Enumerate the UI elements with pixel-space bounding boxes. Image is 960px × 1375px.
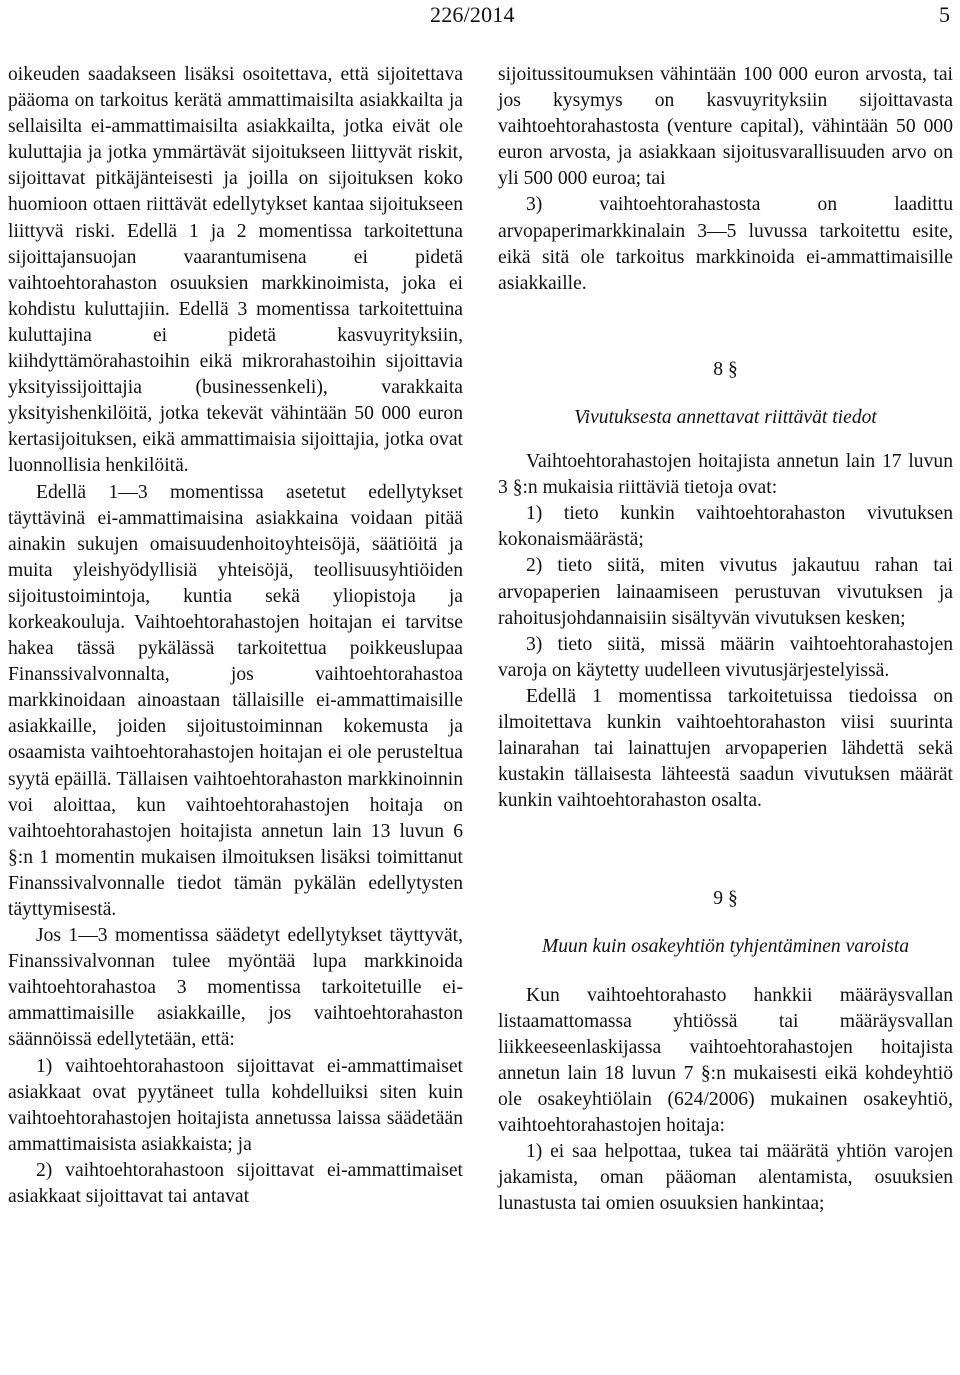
list-item: 2) vaihtoehtorahastoon sijoittavat ei-ammattimaiset asiakkaat sijoittavat tai antavat: [8, 1159, 463, 1208]
paragraph: oikeuden saadakseen lisäksi osoitettava, että sijoitettava pääoma on tarkoitus kerätä ammattimaisilta asiakkailta ja sellaisilta ei-ammattimaisilta asiakkailta, jotka eivät ole kuluttajia ja jotka ymmärtävät sijoitukseen liittyvät riskit, sijoittavat pitkäjänteisesti ja joilla on sijoituksen koko huomioon ottaen riittävät edellytykset kantaa sijoitukseen liittyvä riski. Edellä 1 ja 2 momentissa tarkoitettuna sijoittajansuojan vaarantumisena ei pidetä vaihtoehtorahaston osuuksien markkinoimista, joka ei kohdistu kuluttajiin. Edellä 3 momentissa tarkoitettuina kuluttajina ei pidetä kasvuyrityksiin, kiihdyttämörahastoihin eikä mikrorahastoihin sijoittavia yksityissijoittajia (businessenkeli), varakkaita yksityishenkilöitä, jotka tekevät vähintään 50 000 euron kertasijoituksen, eikä ammattimaisia sijoittajia, jotka ovat luonnollisia henkilöitä.: [8, 64, 463, 477]
paragraph: sijoitussitoumuksen vähintään 100 000 euron arvosta, tai jos kysymys on kasvuyrityksiin sijoittavasta vaihtoehtorahastosta (venture capital), vähintään 50 000 euron arvosta, ja asiakkaan sijoitusvarallisuuden arvo on yli 500 000 euroa; tai: [498, 64, 953, 190]
list-item: 3) vaihtoehtorahastosta on laadittu arvopaperimarkkinalain 3—5 luvussa tarkoitettu esite, eikä sitä ole tarkoitus markkinoida ei-ammattimaisille asiakkaille.: [498, 194, 953, 294]
paragraph: Edellä 1 momentissa tarkoitetuissa tiedoissa on ilmoitettava kunkin vaihtoehtorahaston viisi suurinta lainarahan tai lainattujen arvopaperien lähdettä sekä kustakin tällaisesta lähteestä saadun vivutuksen määrät kunkin vaihtoehtorahaston osalta.: [498, 685, 953, 812]
section-title: Vivutuksesta annettavat riittävät tiedot: [574, 406, 877, 428]
left-column: [8, 62, 463, 1210]
list-item: 3) tieto siitä, missä määrin vaihtoehtorahastojen varoja on käytetty uudelleen vivutusjärjestelyissä.: [498, 633, 953, 681]
section-number: 9 §: [713, 888, 738, 910]
section-title: Muun kuin osakeyhtiön tyhjentäminen varoista: [541, 936, 910, 958]
right-column: [498, 62, 953, 1217]
paragraph: Jos 1—3 momentissa säädetyt edellytykset täyttyvät, Finanssivalvonnan tulee myöntää lupa markkinoida vaihtoehtorahastoa 3 momentissa tarkoitetuille ei-ammattimaisille asiakkaille, jos vaihtoehtorahaston säännöissä edellytetään, että:: [8, 925, 463, 1051]
list-item: 1) vaihtoehtorahastoon sijoittavat ei-ammattimaiset asiakkaat ovat pyytäneet tulla kohdelluiksi siten kuin vaihtoehtorahastojen hoitajista annetussa laissa säädetään ammattimaisista asiakkaista; ja: [8, 1055, 463, 1155]
paragraph: Vaihtoehtorahastojen hoitajista annetun lain 17 luvun 3 §:n mukaisia riittäviä tietoja ovat:: [498, 451, 953, 499]
page-header: [0, 0, 960, 34]
paragraph: Kun vaihtoehtorahasto hankkii määräysvallan listaamattomassa yhtiössä tai määräysvallan liikkeeseenlaskijassa vaihtoehtorahastojen hoitajista annetun lain 18 luvun 7 §:n mukaisesti eikä kohdeyhtiö ole osakeyhtiölain (624/2006) mukainen osakeyhtiö, vaihtoehtorahastojen hoitaja:: [498, 984, 953, 1136]
list-item: 1) tieto kunkin vaihtoehtorahaston vivutuksen kokonaismäärästä;: [498, 503, 953, 551]
section-number: 8 §: [713, 358, 738, 380]
list-item: 1) ei saa helpottaa, tukea tai määrätä yhtiön varojen jakamista, oman pääoman alentamista, osuuksien lunastusta tai omien osuuksien hankintaa;: [498, 1141, 953, 1215]
document-number: 226/2014: [430, 2, 515, 27]
page-number: 5: [939, 2, 950, 27]
paragraph: Edellä 1—3 momentissa asetetut edellytykset täyttävinä ei-ammattimaisina asiakkaina voidaan pitää ainakin sukujen omaisuudenhoitoyhteisöjä, säätiöitä ja muita yleishyödyllisiä yhteisöjä, teollisuusyhtiöiden sijoitustoimintoja, kuntia sekä yliopistoja ja korkeakouluja. Vaihtoehtorahastojen hoitajan ei tarvitse hakea tässä pykälässä tarkoitettua poikkeuslupaa Finanssivalvonnalta, jos vaihtoehtorahastoa markkinoidaan ainoastaan tällaisille ei-ammattimaisille asiakkaille, joiden sijoitustoiminnan kokemusta ja osaamista vaihtoehtorahastojen hoitajan ei ole perusteltua syytä epäillä. Tällaisen vaihtoehtorahaston markkinoinnin voi aloittaa, kun vaihtoehtorahastojen hoitaja on vaihtoehtorahastojen hoitajista annetun lain 13 luvun 6 §:n 1 momentin mukaisen ilmoituksen lisäksi toimittanut Finanssivalvonnalle tiedot tämän pykälän edellytysten täyttymisestä.: [8, 481, 463, 920]
list-item: 2) tieto siitä, miten vivutus jakautuu rahan tai arvopaperien lainaamiseen perustuvan vivutuksen ja rahoitusjohdannaisiin sisältyvän vivutuksen kesken;: [498, 555, 953, 629]
